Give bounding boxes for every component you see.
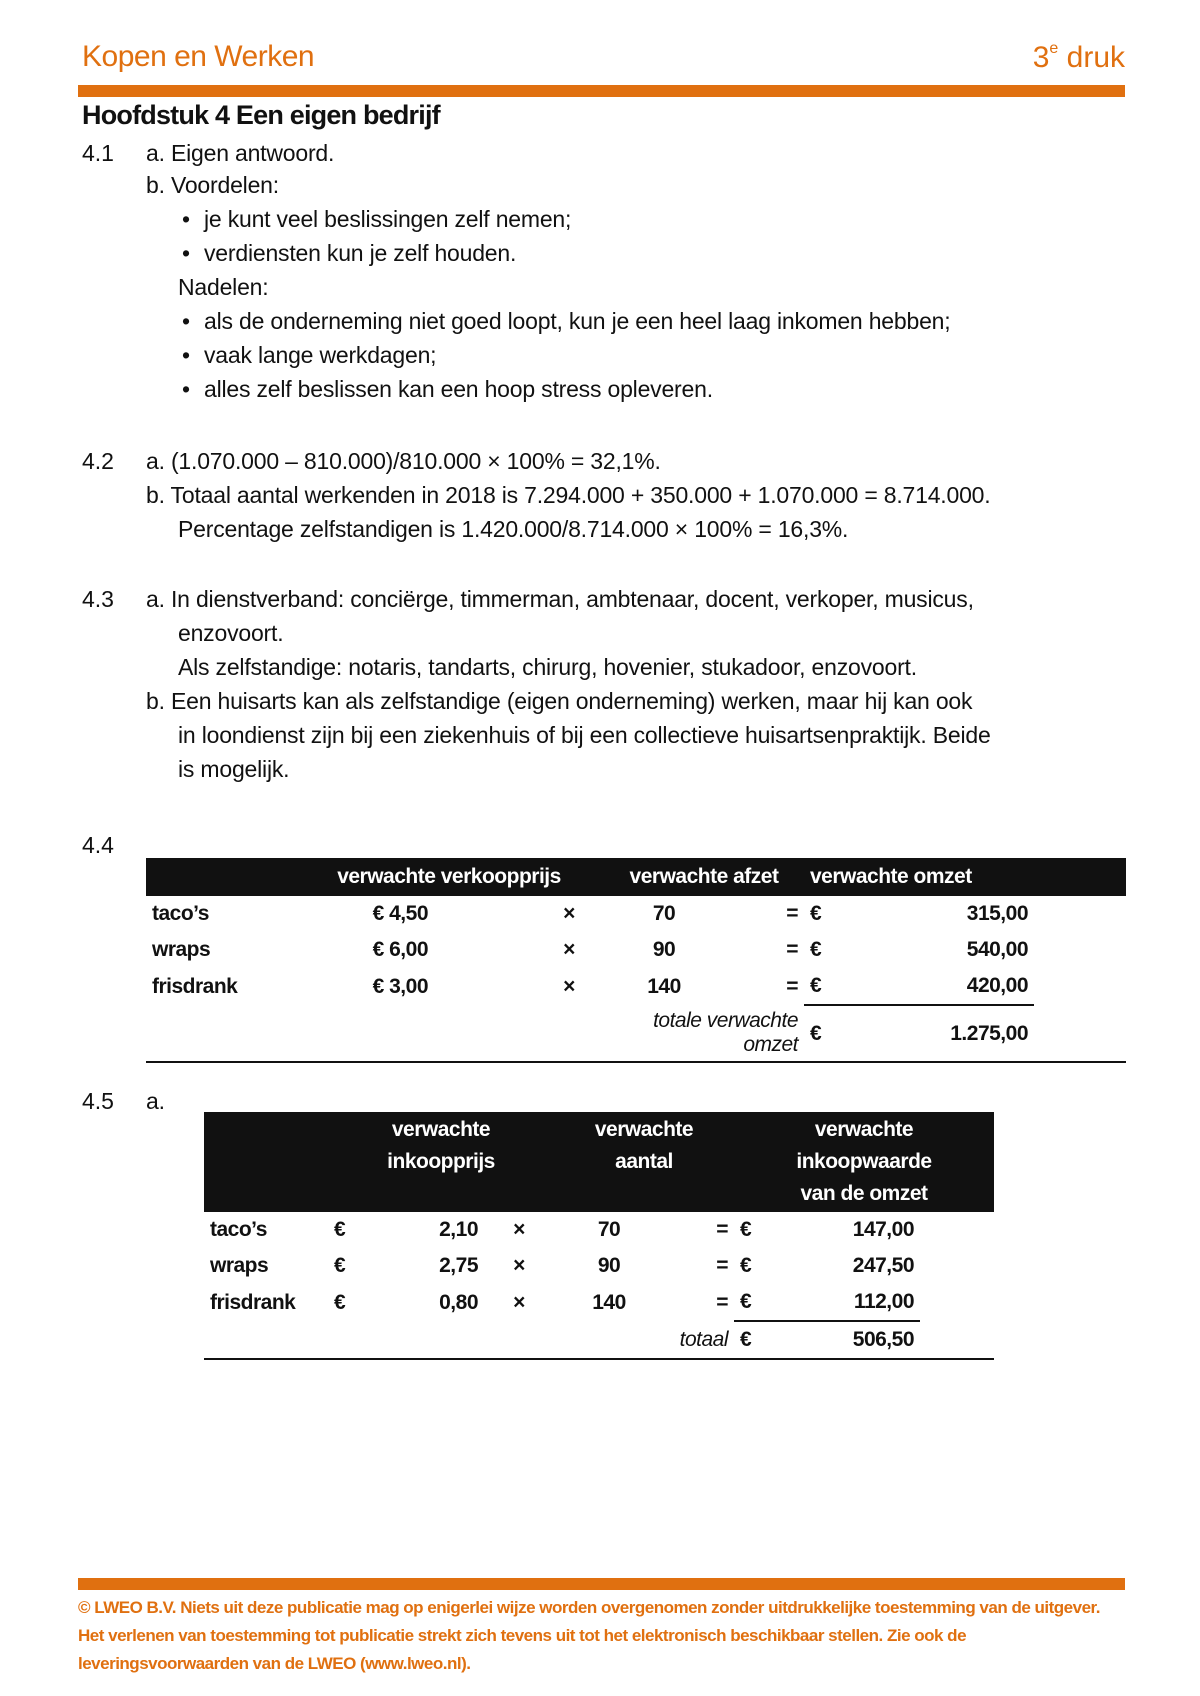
times-sign: × — [563, 974, 575, 998]
times-sign: × — [513, 1254, 525, 1277]
total-amount: 1.275,00 — [950, 1021, 1028, 1045]
table-row — [146, 968, 1126, 1005]
header-title: Kopen en Werken — [82, 40, 315, 73]
column-header-purchase-value — [734, 1112, 994, 1212]
q43-answer-a-line1: a. In dienstverband: conciërge, timmerman, ambtenaar, docent, verkoper, musicus, — [146, 586, 974, 612]
table-row — [146, 932, 1126, 968]
question-number-4-1: 4.1 — [82, 140, 114, 166]
price-cell: € 3,00 — [372, 974, 428, 998]
header-edition — [1033, 40, 1125, 75]
edition-superscript: e — [1049, 40, 1059, 57]
q41-answer-b: b. Voordelen: — [146, 172, 279, 198]
header-line: verwachte — [814, 1118, 914, 1141]
question-number-4-2: 4.2 — [82, 448, 114, 474]
q43-answer-b-line2: in loondienst zijn bij een ziekenhuis of bij een collectieve huisartsenpraktijk. Beide — [178, 722, 991, 748]
header-line: aantal — [615, 1150, 673, 1173]
currency-sign: € — [810, 902, 822, 925]
header-line: verwachte — [391, 1118, 491, 1141]
equals-sign: = — [716, 1218, 728, 1241]
total-label: totaal — [679, 1327, 728, 1351]
item-name: frisdrank — [152, 974, 238, 998]
question-number-4-5: 4.5 — [82, 1088, 114, 1114]
times-sign: × — [513, 1290, 525, 1314]
quantity-cell: 90 — [597, 1254, 621, 1277]
q41-disadvantage-2: • vaak lange werkdagen; — [182, 342, 436, 369]
header-line: inkoopwaarde — [796, 1150, 932, 1173]
column-header-price: verwachte verkoopprijs — [294, 858, 604, 896]
currency-sign: € — [334, 1218, 346, 1241]
header-line: van de omzet — [800, 1182, 928, 1205]
price-cell: € 6,00 — [372, 938, 428, 961]
equals-sign: = — [786, 974, 798, 998]
q41-answer-a: a. Eigen antwoord. — [146, 140, 335, 166]
q42-answer-b-line2: Percentage zelfstandigen is 1.420.000/8.714.000 × 100% = 16,3%. — [178, 516, 849, 542]
q43-answer-b-line1: b. Een huisarts kan als zelfstandige (eigen onderneming) werken, maar hij kan ook — [146, 688, 973, 714]
equals-sign: = — [786, 938, 798, 961]
amount-cell: 247,50 — [852, 1254, 914, 1277]
question-number-4-4: 4.4 — [82, 832, 114, 858]
revenue-table — [146, 858, 1126, 1063]
currency-sign: € — [334, 1290, 346, 1314]
header-rule — [78, 85, 1125, 97]
item-name: wraps — [152, 938, 211, 961]
column-header-quantity — [554, 1112, 734, 1212]
q42-answer-b-line1: b. Totaal aantal werkenden in 2018 is 7.294.000 + 350.000 + 1.070.000 = 8.714.000. — [146, 482, 991, 508]
column-header-revenue: verwachte omzet — [804, 858, 1126, 896]
quantity-cell: 140 — [647, 974, 681, 998]
edition-word: druk — [1066, 41, 1125, 74]
times-sign: × — [563, 902, 575, 925]
column-header-volume: verwachte afzet — [604, 858, 804, 896]
currency-sign: € — [734, 1284, 770, 1321]
q41-advantage-1: • je kunt veel beslissingen zelf nemen; — [182, 206, 571, 233]
amount-cell: 112,00 — [770, 1284, 920, 1321]
quantity-cell: 70 — [652, 902, 676, 925]
q45-part-label: a. — [146, 1088, 165, 1114]
price-cell: € 4,50 — [372, 902, 428, 925]
equals-sign: = — [716, 1254, 728, 1277]
table-row — [146, 896, 1126, 932]
times-sign: × — [513, 1218, 525, 1241]
equals-sign: = — [716, 1290, 728, 1314]
q41-disadvantage-1: • als de onderneming niet goed loopt, kun je een heel laag inkomen hebben; — [182, 308, 950, 335]
price-cell: 2,75 — [439, 1254, 478, 1277]
total-amount: 506,50 — [852, 1328, 914, 1351]
copyright-footer: © LWEO B.V. Niets uit deze publicatie mag op enigerlei wijze worden overgenomen zonder uitdrukkelijke toestemming van de uitgever. Het verlenen van toestemming tot publicatie strekt zich tevens uit tot het elektronisch beschikbaar stellen. Zie ook de leveringsvoorwaarden van de LWEO (www.lweo.nl). — [78, 1598, 1100, 1673]
times-sign: × — [563, 938, 575, 961]
q41-advantage-2: • verdiensten kun je zelf houden. — [182, 240, 516, 267]
amount-cell: 147,00 — [852, 1218, 914, 1241]
q43-answer-a-line3: Als zelfstandige: notaris, tandarts, chirurg, hovenier, stukadoor, enzovoort. — [178, 654, 917, 680]
item-name: taco’s — [210, 1218, 267, 1241]
price-cell: 0,80 — [439, 1290, 478, 1314]
item-name: wraps — [210, 1254, 269, 1277]
total-label: totale verwachte omzet — [653, 1009, 798, 1056]
currency-sign: € — [740, 1218, 752, 1241]
header-spacer — [146, 858, 294, 896]
quantity-cell: 90 — [652, 938, 676, 961]
currency-sign: € — [334, 1254, 346, 1277]
quantity-cell: 140 — [592, 1290, 626, 1314]
header-line: inkoopprijs — [387, 1150, 495, 1173]
q41-disadvantages-label: Nadelen: — [178, 274, 269, 300]
currency-sign: € — [740, 1254, 752, 1277]
equals-sign: = — [786, 902, 798, 925]
q43-answer-a-line2: enzovoort. — [178, 620, 284, 646]
footer-rule — [78, 1578, 1125, 1590]
currency-sign: € — [810, 938, 822, 961]
header-line: verwachte — [594, 1118, 694, 1141]
q41-disadvantage-3: • alles zelf beslissen kan een hoop stress opleveren. — [182, 376, 713, 403]
item-name: taco’s — [152, 902, 209, 925]
item-name: frisdrank — [210, 1290, 296, 1314]
column-header-purchase-price — [328, 1112, 554, 1212]
amount-cell: 420,00 — [840, 968, 1034, 1005]
total-row — [146, 1005, 1126, 1062]
edition-number: 3 — [1032, 41, 1050, 74]
purchase-value-table — [204, 1112, 994, 1360]
q42-answer-a: a. (1.070.000 – 810.000)/810.000 × 100% = 32,1%. — [146, 448, 661, 474]
price-cell: 2,10 — [439, 1218, 478, 1241]
q43-answer-b-line3: is mogelijk. — [178, 756, 290, 782]
total-currency: € — [810, 1021, 822, 1045]
total-currency: € — [740, 1328, 752, 1351]
quantity-cell: 70 — [597, 1218, 621, 1241]
chapter-title: Hoofdstuk 4 Een eigen bedrijf — [82, 100, 440, 130]
table-row — [204, 1248, 994, 1284]
table-row — [204, 1284, 994, 1321]
question-number-4-3: 4.3 — [82, 586, 114, 612]
amount-cell: 540,00 — [966, 938, 1028, 961]
total-row — [204, 1321, 994, 1359]
amount-cell: 315,00 — [966, 902, 1028, 925]
table-row — [204, 1212, 994, 1248]
currency-sign: € — [804, 968, 840, 1005]
header-spacer — [204, 1112, 328, 1212]
